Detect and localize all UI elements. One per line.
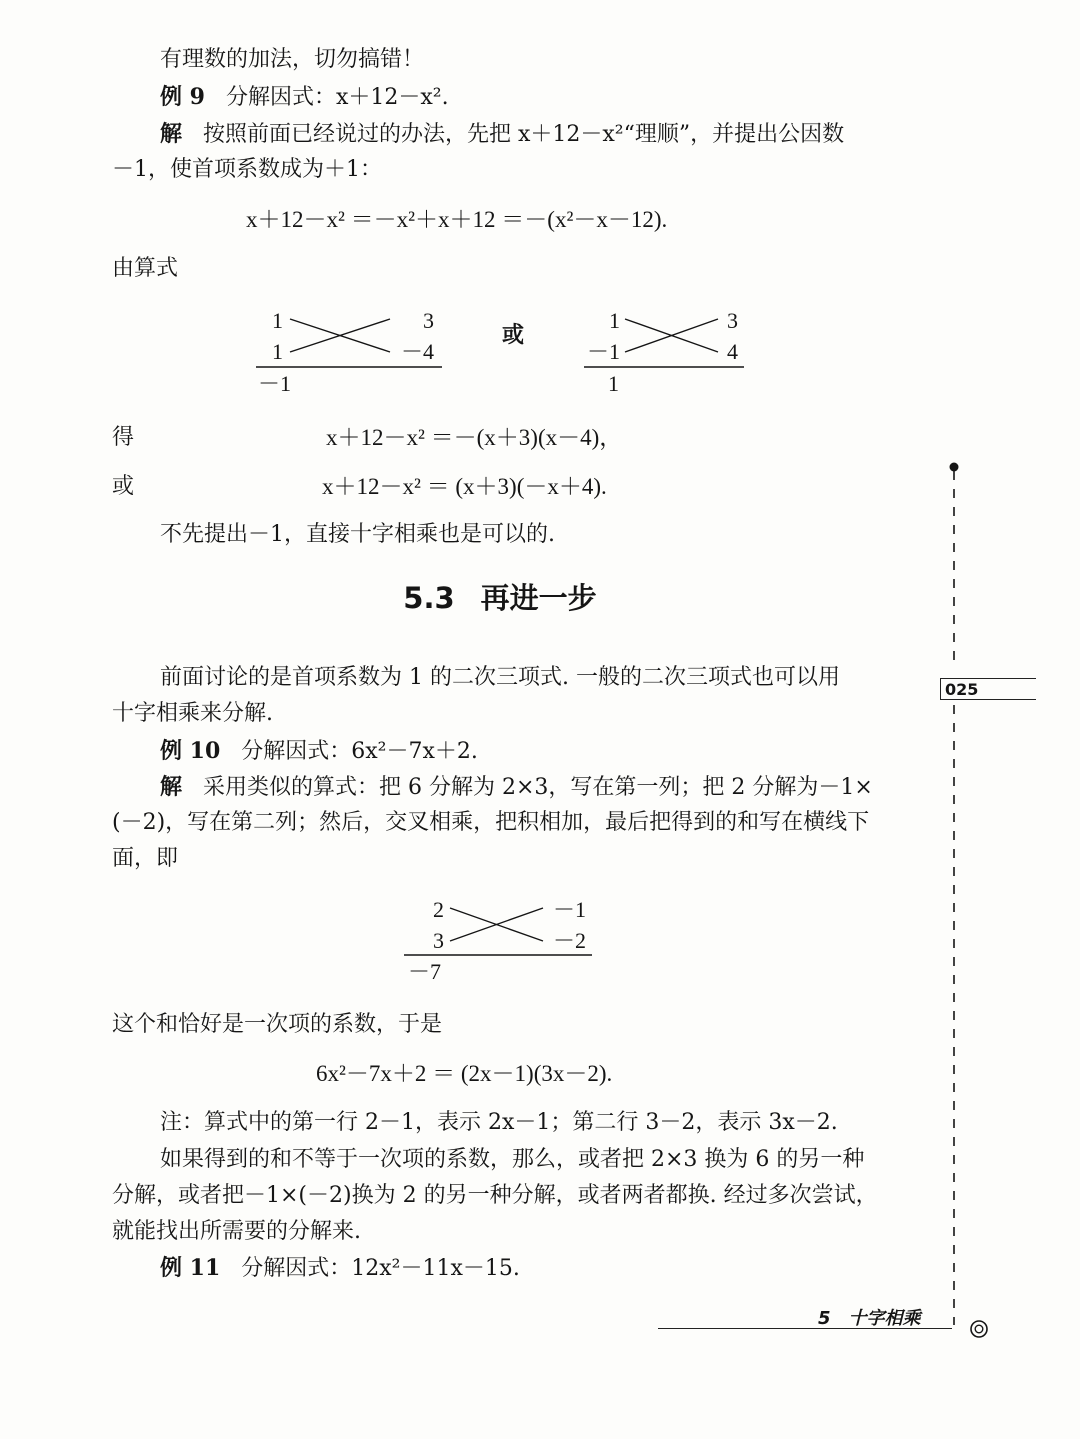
cross-bl: －1 — [586, 339, 620, 364]
margin-rule — [930, 455, 970, 1335]
section-title: 再进一步 — [480, 581, 597, 615]
text-line: 面，即 — [112, 846, 179, 871]
example-11 — [160, 1253, 520, 1284]
example-label: 例 11 — [160, 1255, 221, 1281]
text-line: 由算式 — [112, 256, 179, 281]
text-line: 如果得到的和不等于一次项的系数，那么，或者把 2×3 换为 6 的另一种 — [160, 1147, 865, 1172]
section-heading — [0, 578, 1000, 618]
cross-diagram-2 — [580, 304, 750, 398]
cross-sum: －1 — [258, 371, 292, 396]
solution-text: 按照前面已经说过的办法，先把 x＋12－x²“理顺”，并提出公因数 — [203, 122, 845, 147]
chapter-number: 5 — [818, 1308, 831, 1329]
text-line: 得 — [112, 425, 135, 450]
cross-tr: 3 — [727, 308, 738, 333]
equation-3: x＋12－x² ＝ (x＋3)(－x＋4). — [322, 474, 607, 499]
text-line: 前面讨论的是首项系数为 1 的二次三项式. 一般的二次三项式也可以用 — [160, 665, 840, 690]
section-number: 5.3 — [403, 581, 455, 615]
page-number: 025 — [940, 678, 1036, 700]
cross-tr: 3 — [423, 308, 434, 333]
equation-4: 6x²－7x＋2 ＝ (2x－1)(3x－2). — [316, 1061, 613, 1086]
cross-tl: 2 — [433, 897, 444, 922]
solution-9-line-2: －1，使首项系数成为＋1： — [112, 157, 382, 182]
text-line: 或 — [112, 474, 135, 499]
cross-br: 4 — [727, 339, 738, 364]
equation-1: x＋12－x² ＝－x²＋x＋12 ＝－(x²－x－12). — [246, 207, 668, 232]
text-line: 不先提出－1，直接十字相乘也是可以的. — [160, 522, 555, 547]
footer-ornament-icon — [966, 1318, 992, 1340]
example-text: 分解因式：x＋12－x². — [225, 85, 449, 110]
solution-9-line-1 — [160, 119, 844, 150]
example-label: 例 9 — [160, 84, 205, 110]
margin-dot — [950, 463, 959, 472]
cross-bl: 1 — [272, 339, 283, 364]
solution-label: 解 — [160, 774, 183, 800]
text-line: 注：算式中的第一行 2－1，表示 2x－1；第二行 3－2，表示 3x－2. — [160, 1110, 838, 1135]
text-line: 十字相乘来分解. — [112, 701, 273, 726]
text-line: (－2)，写在第二列；然后，交叉相乘，把积相加，最后把得到的和写在横线下 — [112, 810, 870, 835]
cross-sum: 1 — [608, 371, 619, 396]
example-9 — [160, 82, 449, 113]
running-footer — [818, 1306, 921, 1332]
solution-10-line-1 — [160, 772, 873, 803]
solution-text: 采用类似的算式：把 6 分解为 2×3，写在第一列；把 2 分解为－1× — [203, 775, 873, 800]
example-label: 例 10 — [160, 738, 221, 764]
text-line: 分解，或者把－1×(－2)换为 2 的另一种分解，或者两者都换. 经过多次尝试， — [112, 1183, 878, 1208]
cross-br: －4 — [400, 339, 434, 364]
cross-tl: 1 — [272, 308, 283, 333]
text-line: 这个和恰好是一次项的系数，于是 — [112, 1012, 443, 1037]
equation-2: x＋12－x² ＝－(x＋3)(x－4)， — [326, 425, 623, 450]
cross-tl: 1 — [609, 308, 620, 333]
cross-sum: －7 — [408, 959, 442, 984]
cross-br: －2 — [552, 928, 586, 953]
cross-bl: 3 — [433, 928, 444, 953]
cross-tr: －1 — [552, 897, 586, 922]
solution-label: 解 — [160, 121, 183, 147]
example-text: 分解因式：12x²－11x－15. — [241, 1256, 520, 1281]
chapter-title: 十字相乘 — [848, 1308, 921, 1329]
cross-diagram-1 — [252, 304, 448, 398]
text-line: 有理数的加法，切勿搞错！ — [160, 47, 425, 72]
example-10 — [160, 736, 478, 767]
text-line: 就能找出所需要的分解来. — [112, 1219, 361, 1244]
or-label: 或 — [502, 322, 525, 348]
example-text: 分解因式：6x²－7x＋2. — [241, 739, 478, 764]
cross-diagram-3 — [400, 893, 596, 987]
